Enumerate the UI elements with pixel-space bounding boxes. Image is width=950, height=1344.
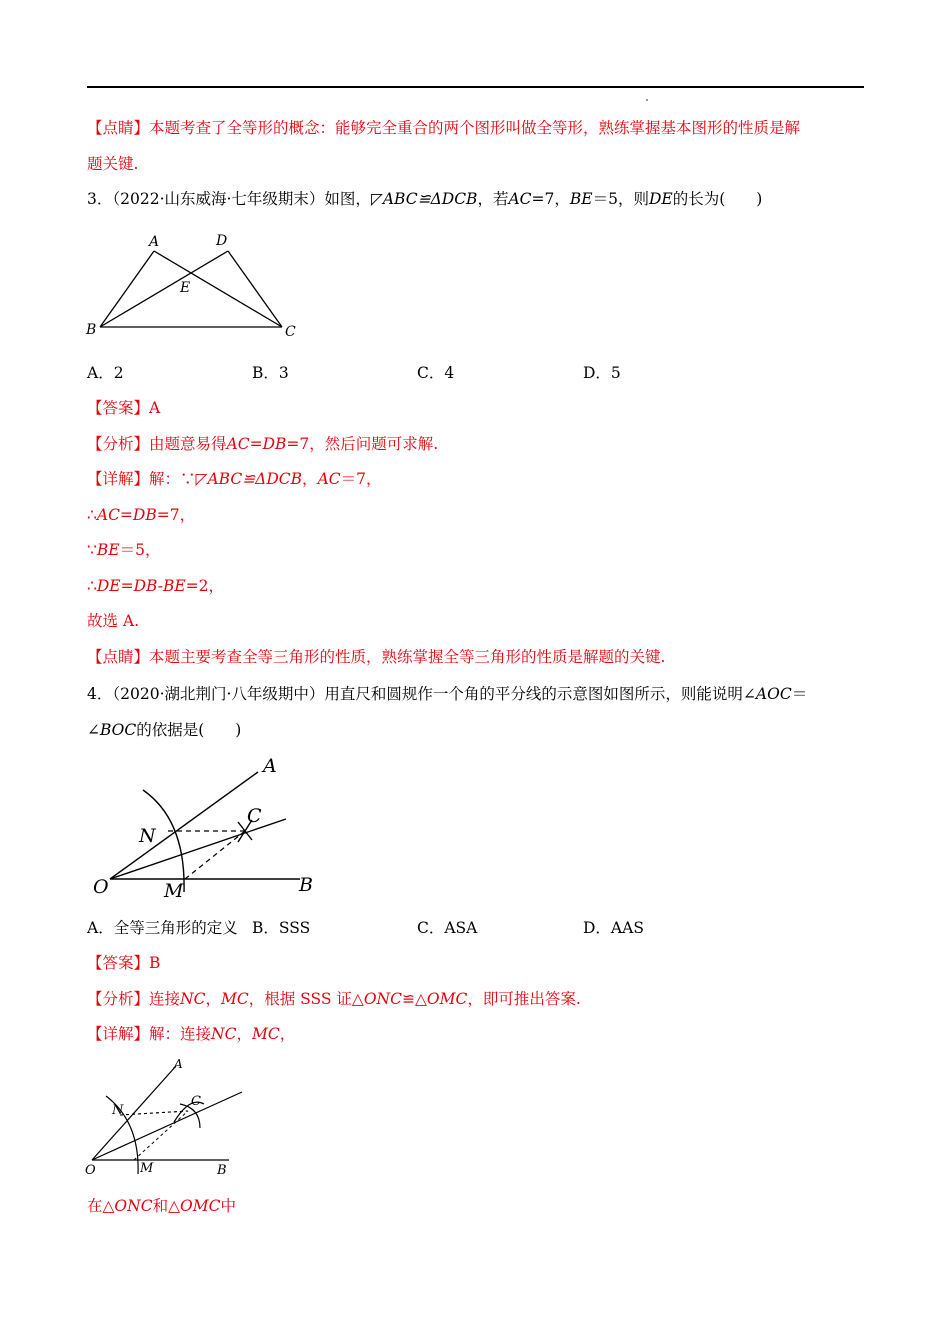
analysis-text: =7，然后问题可求解. bbox=[286, 435, 439, 453]
math-mc: MC bbox=[220, 990, 249, 1008]
q3-step2 bbox=[87, 539, 160, 561]
question-number: 3． bbox=[87, 190, 113, 208]
analysis-text: 由题意易得 bbox=[149, 435, 227, 453]
q4-answer bbox=[87, 952, 160, 974]
q3-option-a: A．2 bbox=[87, 364, 124, 382]
q4-option-d: D．AAS bbox=[583, 919, 644, 937]
stem-text: ＝ bbox=[791, 685, 808, 703]
header-dot bbox=[646, 99, 648, 101]
detail-tag: 【详解】 bbox=[87, 470, 150, 488]
analysis-tag: 【分析】 bbox=[87, 990, 150, 1008]
answer-value: B bbox=[149, 954, 161, 972]
math-ac: AC bbox=[317, 470, 341, 488]
q2-note-line1 bbox=[87, 117, 800, 139]
label-c: C bbox=[191, 1094, 201, 1109]
q3-step3 bbox=[87, 575, 224, 597]
label-a: A bbox=[263, 755, 277, 777]
label-o: O bbox=[93, 876, 109, 898]
label-b: B bbox=[217, 1163, 227, 1178]
math-ac: AC bbox=[508, 190, 532, 208]
detail-text: ， bbox=[302, 470, 318, 488]
q4-option-b: B．SSS bbox=[252, 919, 311, 937]
math-omc: OMC bbox=[179, 1197, 221, 1215]
label-b: B bbox=[299, 874, 313, 896]
label-m: M bbox=[164, 880, 184, 902]
stem-text: 的依据是( ) bbox=[136, 721, 242, 739]
q3-answer bbox=[87, 397, 160, 419]
q4-analysis bbox=[87, 988, 581, 1010]
note-tag: 【点睛】 bbox=[87, 119, 150, 137]
detail-text: ， bbox=[279, 1025, 296, 1043]
q3-step1 bbox=[87, 504, 195, 526]
label-a: A bbox=[149, 234, 160, 250]
math-boc: BOC bbox=[100, 721, 137, 739]
therefore-symbol: ∴ bbox=[87, 577, 97, 595]
because-symbol: ∵ bbox=[87, 541, 97, 559]
analysis-tag: 【分析】 bbox=[87, 435, 150, 453]
stem-text: ，若 bbox=[477, 190, 509, 208]
header-rule bbox=[87, 86, 864, 88]
analysis-text: ，根据 SSS 证△ bbox=[248, 990, 364, 1008]
q3-option-b: B．3 bbox=[252, 364, 289, 382]
q3-detail bbox=[87, 468, 382, 490]
therefore-symbol: ∴ bbox=[87, 506, 97, 524]
answer-tag: 【答案】 bbox=[87, 954, 150, 972]
label-n: N bbox=[112, 1103, 124, 1118]
q4-stem-line2 bbox=[87, 719, 241, 741]
answer-value: A bbox=[149, 399, 161, 417]
detail-text: 解：连接 bbox=[149, 1025, 212, 1043]
question-source: （2022·山东威海·七年级期末）如图， bbox=[112, 190, 371, 208]
label-m: M bbox=[140, 1161, 154, 1176]
label-e: E bbox=[180, 280, 191, 296]
label-b: B bbox=[86, 322, 97, 338]
q4-detail bbox=[87, 1023, 295, 1045]
q3-stem bbox=[87, 188, 762, 210]
note-text: 本题主要考查全等三角形的性质，熟练掌握全等三角形的性质是解题的关键. bbox=[149, 648, 666, 666]
analysis-text: 连接 bbox=[149, 990, 181, 1008]
math-be: BE bbox=[569, 190, 593, 208]
math-expr: AC=DB bbox=[96, 506, 157, 524]
math-aoc: AOC bbox=[755, 685, 792, 703]
label-n: N bbox=[139, 825, 156, 847]
label-a: A bbox=[174, 1057, 183, 1071]
label-d: D bbox=[216, 233, 228, 249]
triangle-expression: ◸ABC≌ΔDCB bbox=[370, 190, 478, 208]
stem-text: 的长为( ) bbox=[672, 190, 763, 208]
math-nc: NC bbox=[211, 1025, 237, 1043]
step-text: ＝5， bbox=[119, 541, 161, 559]
math-nc: NC bbox=[180, 990, 206, 1008]
q3-note bbox=[87, 646, 665, 668]
q4-last-line bbox=[87, 1195, 236, 1217]
detail-text: 解：∵ bbox=[149, 470, 196, 488]
label-c: C bbox=[285, 324, 296, 340]
q4-solution-figure bbox=[84, 1052, 249, 1182]
q4-figure-angle-bisector bbox=[88, 752, 323, 902]
detail-text: 在△ bbox=[87, 1197, 115, 1215]
stem-text: ∠ bbox=[87, 721, 100, 739]
answer-tag: 【答案】 bbox=[87, 399, 150, 417]
detail-text: ， bbox=[236, 1025, 252, 1043]
note-text: 本题考查了全等形的概念：能够完全重合的两个图形叫做全等形，熟练掌握基本图形的性质是解 bbox=[149, 119, 801, 137]
question-number: 4． bbox=[87, 685, 113, 703]
q3-option-d: D．5 bbox=[583, 364, 621, 382]
math-de: DE bbox=[648, 190, 673, 208]
detail-text: 和△ bbox=[152, 1197, 180, 1215]
math-expr: ◸ABC≌ΔDCB bbox=[195, 470, 303, 488]
stem-text: （2020·湖北荆门·八年级期中）用直尺和圆规作一个角的平分线的示意图如图所示，则能说明∠ bbox=[112, 685, 756, 703]
q3-figure-triangles bbox=[82, 228, 307, 343]
math-expr: BE bbox=[96, 541, 120, 559]
q4-stem-line1 bbox=[87, 683, 807, 705]
q3-analysis bbox=[87, 433, 438, 455]
q4-option-a: A．全等三角形的定义 bbox=[87, 919, 238, 937]
analysis-text: ≌△ bbox=[401, 990, 427, 1008]
label-c: C bbox=[247, 805, 262, 827]
math-expr: AC=DB bbox=[226, 435, 287, 453]
stem-text: =7， bbox=[531, 190, 570, 208]
stem-text: ＝5，则 bbox=[592, 190, 649, 208]
math-expr: DE=DB-BE bbox=[96, 577, 186, 595]
q3-conclusion: 故选 A. bbox=[87, 612, 140, 630]
q2-note-line2 bbox=[87, 153, 138, 175]
analysis-text: ， bbox=[205, 990, 221, 1008]
note-text: 题关键. bbox=[87, 155, 139, 173]
q4-option-c: C．ASA bbox=[417, 919, 478, 937]
q3-option-c: C．4 bbox=[417, 364, 455, 382]
step-text: =7， bbox=[156, 506, 196, 524]
note-tag: 【点睛】 bbox=[87, 648, 150, 666]
detail-tag: 【详解】 bbox=[87, 1025, 150, 1043]
math-mc: MC bbox=[251, 1025, 280, 1043]
detail-text: ＝7， bbox=[340, 470, 382, 488]
math-omc: OMC bbox=[426, 990, 468, 1008]
step-text: =2， bbox=[185, 577, 225, 595]
math-onc: ONC bbox=[363, 990, 402, 1008]
math-onc: ONC bbox=[114, 1197, 153, 1215]
detail-text: 中 bbox=[220, 1197, 236, 1215]
label-o: O bbox=[85, 1163, 96, 1178]
analysis-text: ，即可推出答案. bbox=[467, 990, 581, 1008]
